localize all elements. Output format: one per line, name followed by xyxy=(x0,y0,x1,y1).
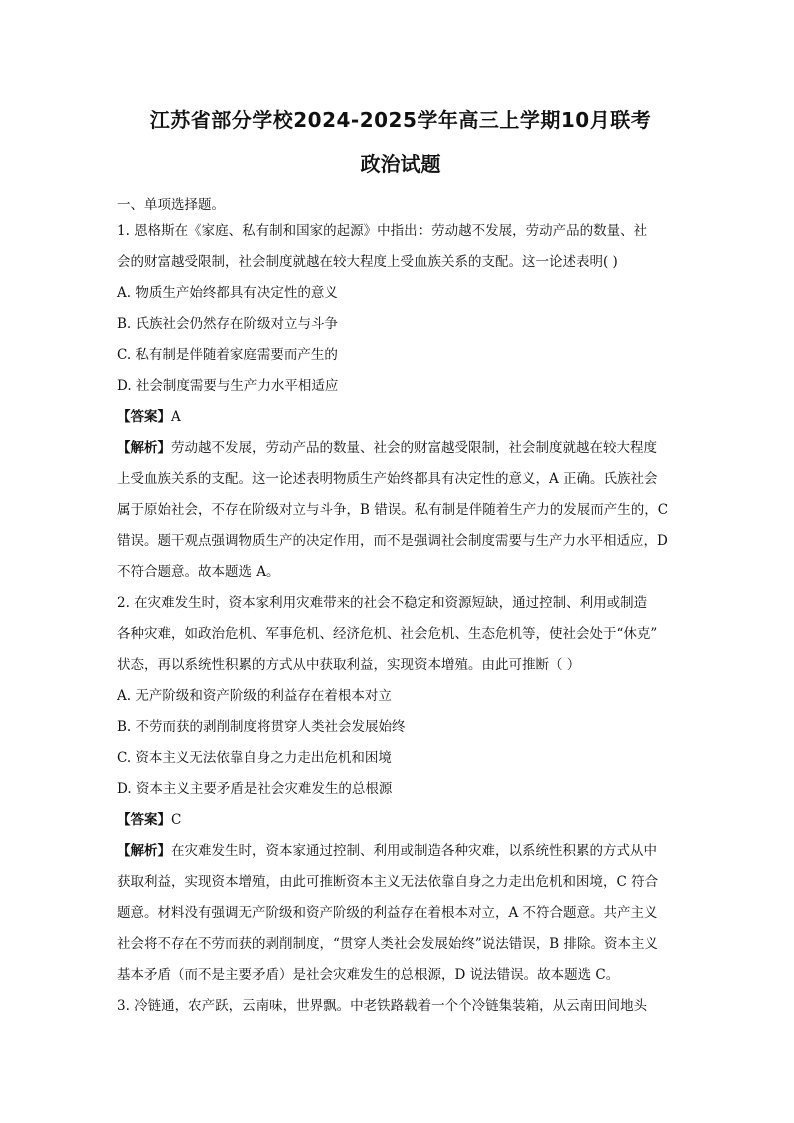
section-header: 一、单项选择题。 xyxy=(117,197,225,213)
document-subtitle: 政治试题 xyxy=(360,152,441,176)
question-2-option-d: D. 资本主义主要矛盾是社会灾难发生的总根源 xyxy=(117,781,393,797)
question-2-analysis-line-4: 社会将不存在不劳而获的剥削制度，“贯穿人类社会发展始终”说法错误，B 排除。资本主义 xyxy=(117,936,659,952)
answer-label: 【答案】 xyxy=(117,812,171,828)
question-1-analysis-line-5: 不符合题意。故本题选 A。 xyxy=(117,564,280,580)
question-2 xyxy=(117,588,684,991)
question-1-analysis-line-2: 上受血族关系的支配。这一论述表明物质生产始终都具有决定性的意义，A 正确。氏族社会 xyxy=(117,471,658,487)
question-2-analysis-line-1 xyxy=(117,836,684,867)
question-2-option-a: A. 无产阶级和资产阶级的利益存在着根本对立 xyxy=(117,688,392,704)
document-title: 江苏省部分学校2024-2025学年高三上学期10月联考 xyxy=(149,108,652,132)
question-1-analysis-line-1 xyxy=(117,433,684,464)
analysis-text: 劳动越不发展，劳动产品的数量、社会的财富越受限制，社会制度就越在较大程度 xyxy=(171,440,657,456)
answer-value: A xyxy=(171,409,181,425)
analysis-text: 在灾难发生时，资本家通过控制、利用或制造各种灾难，以系统性积累的方式从中 xyxy=(171,843,657,859)
question-2-answer xyxy=(117,805,684,836)
question-1-analysis-line-4: 错误。题干观点强调物质生产的决定作用，而不是强调社会制度需要与生产力水平相适应，D xyxy=(117,533,668,549)
question-1-analysis-line-3: 属于原始社会，不存在阶级对立与斗争，B 错误。私有制是伴随着生产力的发展而产生的，C xyxy=(117,502,669,518)
answer-label: 【答案】 xyxy=(117,409,171,425)
question-1 xyxy=(117,216,684,588)
question-1-option-a: A. 物质生产始终都具有决定性的意义 xyxy=(117,285,338,301)
question-2-option-b: B. 不劳而获的剥削制度将贯穿人类社会发展始终 xyxy=(117,719,406,735)
question-1-stem-line-2: 会的财富越受限制，社会制度就越在较大程度上受血族关系的支配。这一论述表明( ) xyxy=(117,254,618,270)
question-1-stem-line-1: 1. 恩格斯在《家庭、私有制和国家的起源》中指出：劳动越不发展，劳动产品的数量、社 xyxy=(117,223,648,239)
question-2-analysis-line-2: 获取利益，实现资本增殖，由此可推断资本主义无法依靠自身之力走出危机和困境，C 符合 xyxy=(117,874,659,890)
question-2-stem-line-3: 状态，再以系统性积累的方式从中获取利益，实现资本增殖。由此可推断（ ） xyxy=(117,657,581,673)
question-1-option-b: B. 氏族社会仍然存在阶级对立与斗争 xyxy=(117,316,339,332)
question-3-stem-line-1: 3. 冷链通，农产跃，云南味，世界飘。中老铁路载着一个个冷链集装箱，从云南田间地头 xyxy=(117,998,648,1014)
question-2-analysis-line-3: 题意。材料没有强调无产阶级和资产阶级的利益存在着根本对立，A 不符合题意。共产主义 xyxy=(117,905,658,921)
analysis-label: 【解析】 xyxy=(117,440,171,456)
analysis-label: 【解析】 xyxy=(117,843,171,859)
question-1-option-c: C. 私有制是伴随着家庭需要而产生的 xyxy=(117,347,338,363)
answer-value: C xyxy=(171,812,182,828)
question-2-stem-line-2: 各种灾难，如政治危机、军事危机、经济危机、社会危机、生态危机等，使社会处于“休克” xyxy=(117,626,658,642)
question-2-stem-line-1: 2. 在灾难发生时，资本家利用灾难带来的社会不稳定和资源短缺，通过控制、利用或制造 xyxy=(117,595,648,611)
question-3 xyxy=(117,991,684,1022)
question-2-analysis-line-5: 基本矛盾（而不是主要矛盾）是社会灾难发生的总根源，D 说法错误。故本题选 C。 xyxy=(117,967,620,983)
question-1-answer xyxy=(117,402,684,433)
question-2-option-c: C. 资本主义无法依靠自身之力走出危机和困境 xyxy=(117,750,392,766)
question-1-option-d: D. 社会制度需要与生产力水平相适应 xyxy=(117,378,339,394)
